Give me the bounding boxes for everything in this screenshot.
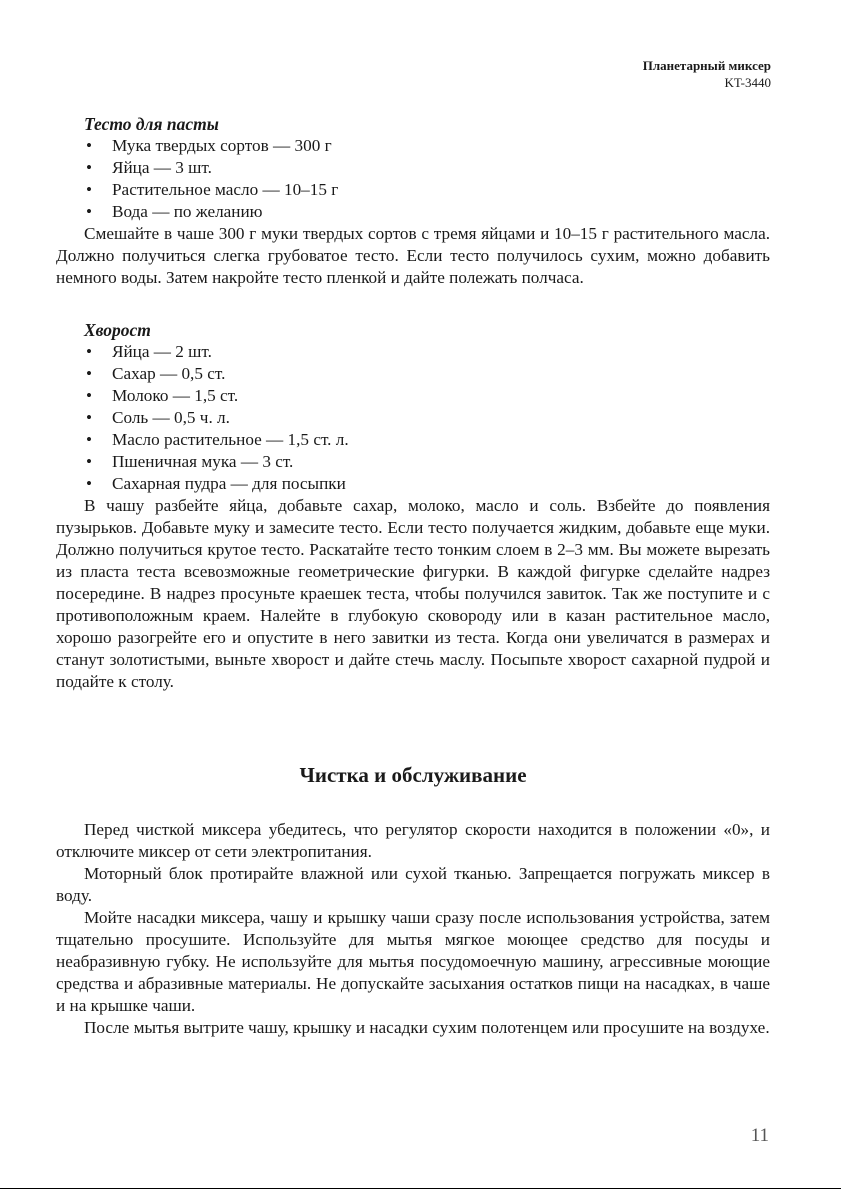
list-item	[56, 201, 770, 223]
list-item	[56, 385, 770, 407]
list-item	[56, 157, 770, 179]
list-item	[56, 363, 770, 385]
recipe-pasta-dough	[56, 113, 770, 289]
ingredient-text: Вода — по желанию	[112, 202, 263, 221]
header-model: KT-3440	[724, 75, 771, 90]
list-item	[56, 407, 770, 429]
page-header	[643, 57, 771, 91]
bullet: •	[86, 342, 93, 361]
recipe-khvorost	[56, 319, 770, 693]
ingredient-text: Яйца — 3 шт.	[112, 158, 212, 177]
bullet: •	[86, 386, 93, 405]
ingredient-list	[56, 341, 770, 495]
ingredient-text: Соль — 0,5 ч. л.	[112, 408, 230, 427]
list-item	[56, 135, 770, 157]
recipe-instructions: Смешайте в чаше 300 г муки твердых сортов с тремя яйцами и 10–15 г растительного масла. Должно получиться слегка грубоватое тесто. Если тесто получилось сухим, можно добавить немного воды. Затем накройте тесто пленкой и дайте полежать полчаса.	[56, 224, 770, 287]
paragraph: Моторный блок протирайте влажной или сухой тканью. Запрещается погружать миксер в воду.	[56, 864, 770, 905]
ingredient-text: Растительное масло — 10–15 г	[112, 180, 339, 199]
ingredient-text: Пшеничная мука — 3 ст.	[112, 452, 294, 471]
recipe-instructions: В чашу разбейте яйца, добавьте сахар, молоко, масло и соль. Взбейте до появления пузырьков. Добавьте муку и замесите тесто. Если тесто получается жидким, добавьте еще муки. Должно получиться крутое тесто. Раскатайте тесто тонким слоем в 2–3 мм. Вы можете вырезать из пласта теста всевозможные геометрические фигурки. В каждой фигурке сделайте надрез посередине. В надрез просуньте краешек теста, чтобы получился завиток. Так же поступите и с противоположным краем. Налейте в глубокую сковороду или в казан растительное масло, хорошо разогрейте его и опустите в него завитки из теста. Когда они увеличатся в размерах и станут золотистыми, выньте хворост и дайте стечь маслу. Посыпьте хворост сахарной пудрой и подайте к столу.	[56, 496, 770, 691]
ingredient-text: Молоко — 1,5 ст.	[112, 386, 239, 405]
bullet: •	[86, 452, 93, 471]
paragraph: После мытья вытрите чашу, крышку и насадки сухим полотенцем или просушите на воздухе.	[84, 1018, 770, 1037]
paragraph: Перед чисткой миксера убедитесь, что регулятор скорости находится в положении «0», и отключите миксер от сети электропитания.	[56, 820, 770, 861]
ingredient-text: Мука твердых сортов — 300 г	[112, 136, 332, 155]
bullet: •	[86, 430, 93, 449]
bullet: •	[86, 158, 93, 177]
cleaning-section	[56, 819, 770, 1039]
ingredient-text: Яйца — 2 шт.	[112, 342, 212, 361]
list-item	[56, 473, 770, 495]
bottom-rule	[0, 1188, 841, 1189]
header-product-name: Планетарный миксер	[642, 58, 771, 73]
page-content	[56, 113, 770, 1039]
bullet: •	[86, 180, 93, 199]
section-title: Чистка и обслуживание	[299, 763, 527, 787]
list-item	[56, 451, 770, 473]
bullet: •	[86, 202, 93, 221]
recipe-title: Хворост	[84, 320, 151, 340]
recipe-title: Тесто для пасты	[84, 114, 219, 134]
list-item	[56, 341, 770, 363]
bullet: •	[86, 136, 93, 155]
ingredient-text: Масло растительное — 1,5 ст. л.	[112, 430, 349, 449]
ingredient-list	[56, 135, 770, 223]
ingredient-text: Сахар — 0,5 ст.	[112, 364, 226, 383]
paragraph: Мойте насадки миксера, чашу и крышку чаши сразу после использования устройства, затем тщательно просушите. Используйте для мытья мягкое моющее средство для посуды и неабразивную губку. Не используйте для мытья посудомоечную машину, агрессивные моющие средства и абразивные материалы. Не допускайте засыхания остатков пищи на насадках, в чаше и на крышке чаши.	[56, 908, 770, 1015]
ingredient-text: Сахарная пудра — для посыпки	[112, 474, 346, 493]
bullet: •	[86, 474, 93, 493]
list-item	[56, 179, 770, 201]
page-number: 11	[750, 1125, 769, 1146]
bullet: •	[86, 364, 93, 383]
bullet: •	[86, 408, 93, 427]
list-item	[56, 429, 770, 451]
